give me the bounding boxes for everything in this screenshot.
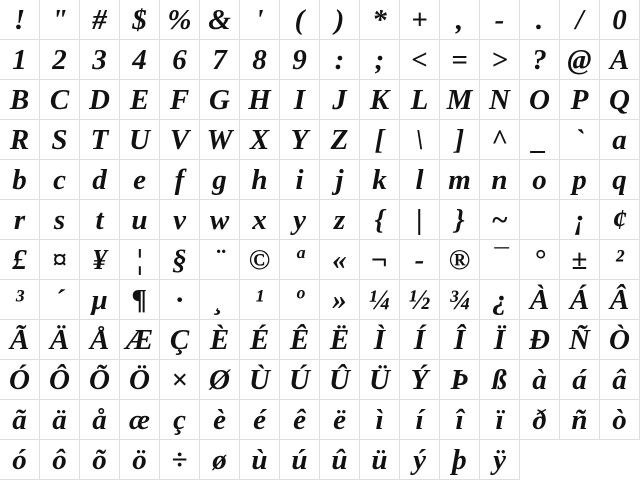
glyph-cell[interactable]: Ë — [320, 320, 360, 360]
glyph-cell[interactable]: W — [200, 120, 240, 160]
glyph-cell[interactable]: ï — [480, 400, 520, 440]
glyph-cell[interactable]: ü — [360, 440, 400, 480]
glyph-cell[interactable]: _ — [520, 120, 560, 160]
glyph-cell[interactable]: ð — [520, 400, 560, 440]
glyph-cell[interactable]: E — [120, 80, 160, 120]
glyph-cell[interactable]: ù — [240, 440, 280, 480]
glyph-cell[interactable]: . — [520, 0, 560, 40]
glyph-cell[interactable]: - — [480, 0, 520, 40]
glyph-cell[interactable]: ¡ — [560, 200, 600, 240]
glyph-cell[interactable]: m — [440, 160, 480, 200]
glyph-cell[interactable]: î — [440, 400, 480, 440]
glyph-cell[interactable]: ; — [360, 40, 400, 80]
glyph-cell[interactable]: â — [600, 360, 640, 400]
glyph-cell[interactable]: ¦ — [120, 240, 160, 280]
glyph-cell[interactable]: i — [280, 160, 320, 200]
glyph-cell[interactable]: ø — [200, 440, 240, 480]
glyph-cell[interactable]: À — [520, 280, 560, 320]
glyph-cell[interactable]: ¯ — [480, 240, 520, 280]
glyph-cell[interactable]: v — [160, 200, 200, 240]
glyph-cell[interactable]: d — [80, 160, 120, 200]
glyph-cell[interactable]: ¥ — [80, 240, 120, 280]
glyph-cell[interactable]: ã — [0, 400, 40, 440]
glyph-cell[interactable]: ¾ — [440, 280, 480, 320]
glyph-cell[interactable]: » — [320, 280, 360, 320]
glyph-cell[interactable]: s — [40, 200, 80, 240]
glyph-cell[interactable]: ³ — [0, 280, 40, 320]
glyph-cell[interactable]: " — [40, 0, 80, 40]
glyph-cell[interactable]: { — [360, 200, 400, 240]
glyph-cell[interactable]: à — [520, 360, 560, 400]
glyph-cell[interactable]: o — [520, 160, 560, 200]
glyph-cell[interactable]: , — [440, 0, 480, 40]
glyph-cell[interactable]: < — [400, 40, 440, 80]
glyph-cell[interactable]: r — [0, 200, 40, 240]
glyph-cell[interactable]: e — [120, 160, 160, 200]
glyph-cell[interactable]: µ — [80, 280, 120, 320]
glyph-cell[interactable]: Â — [600, 280, 640, 320]
glyph-cell[interactable]: ë — [320, 400, 360, 440]
glyph-cell[interactable]: ÷ — [160, 440, 200, 480]
glyph-cell[interactable]: Ã — [0, 320, 40, 360]
glyph-cell[interactable]: ß — [480, 360, 520, 400]
glyph-cell[interactable]: õ — [80, 440, 120, 480]
glyph-cell[interactable]: ¤ — [40, 240, 80, 280]
glyph-cell[interactable]: O — [520, 80, 560, 120]
glyph-cell[interactable]: L — [400, 80, 440, 120]
glyph-cell[interactable]: ½ — [400, 280, 440, 320]
glyph-cell[interactable]: · — [160, 280, 200, 320]
glyph-cell[interactable]: \ — [400, 120, 440, 160]
glyph-cell[interactable]: p — [560, 160, 600, 200]
glyph-cell[interactable]: Ä — [40, 320, 80, 360]
glyph-cell[interactable]: l — [400, 160, 440, 200]
glyph-cell[interactable]: > — [480, 40, 520, 80]
glyph-cell[interactable]: « — [320, 240, 360, 280]
glyph-cell[interactable]: h — [240, 160, 280, 200]
glyph-cell[interactable]: } — [440, 200, 480, 240]
glyph-cell[interactable]: = — [440, 40, 480, 80]
glyph-cell[interactable]: ú — [280, 440, 320, 480]
glyph-cell[interactable]: C — [40, 80, 80, 120]
glyph-cell[interactable]: ¶ — [120, 280, 160, 320]
glyph-cell[interactable]: û — [320, 440, 360, 480]
glyph-cell[interactable]: £ — [0, 240, 40, 280]
glyph-cell[interactable]: U — [120, 120, 160, 160]
glyph-cell[interactable]: ` — [560, 120, 600, 160]
glyph-cell[interactable]: ^ — [480, 120, 520, 160]
glyph-cell[interactable]: - — [400, 240, 440, 280]
glyph-cell[interactable]: ô — [40, 440, 80, 480]
glyph-cell[interactable]: ± — [560, 240, 600, 280]
glyph-cell[interactable]: ´ — [40, 280, 80, 320]
glyph-cell[interactable]: Ù — [240, 360, 280, 400]
glyph-cell[interactable]: F — [160, 80, 200, 120]
glyph-cell[interactable]: ñ — [560, 400, 600, 440]
glyph-cell[interactable]: 9 — [280, 40, 320, 80]
glyph-cell[interactable]: Æ — [120, 320, 160, 360]
glyph-cell[interactable]: 0 — [600, 0, 640, 40]
glyph-cell[interactable]: Í — [400, 320, 440, 360]
glyph-cell[interactable]: * — [360, 0, 400, 40]
glyph-cell[interactable]: 7 — [200, 40, 240, 80]
glyph-cell[interactable]: ¨ — [200, 240, 240, 280]
glyph-cell[interactable]: Q — [600, 80, 640, 120]
empty-area — [600, 440, 640, 480]
glyph-cell[interactable]: Û — [320, 360, 360, 400]
glyph-cell[interactable]: ¬ — [360, 240, 400, 280]
glyph-cell[interactable]: % — [160, 0, 200, 40]
glyph-cell[interactable]: © — [240, 240, 280, 280]
glyph-cell[interactable]: Ô — [40, 360, 80, 400]
glyph-cell[interactable]: º — [280, 280, 320, 320]
glyph-cell[interactable]: Ì — [360, 320, 400, 360]
glyph-cell[interactable]: Ú — [280, 360, 320, 400]
glyph-cell[interactable]: § — [160, 240, 200, 280]
glyph-cell[interactable]: è — [200, 400, 240, 440]
glyph-cell[interactable]: 3 — [80, 40, 120, 80]
glyph-cell[interactable]: ª — [280, 240, 320, 280]
glyph-cell[interactable]: x — [240, 200, 280, 240]
glyph-cell[interactable]: | — [400, 200, 440, 240]
glyph-cell[interactable]: N — [480, 80, 520, 120]
glyph-cell[interactable]: ( — [280, 0, 320, 40]
glyph-cell[interactable]: I — [280, 80, 320, 120]
glyph-cell[interactable]: Ç — [160, 320, 200, 360]
glyph-cell[interactable]: [ — [360, 120, 400, 160]
empty-area — [560, 440, 600, 480]
glyph-cell[interactable]: V — [160, 120, 200, 160]
glyph-cell[interactable]: ) — [320, 0, 360, 40]
glyph-cell[interactable]: ä — [40, 400, 80, 440]
glyph-cell[interactable]: ? — [520, 40, 560, 80]
glyph-cell[interactable]: Å — [80, 320, 120, 360]
glyph-cell[interactable]: Õ — [80, 360, 120, 400]
glyph-cell[interactable]: Ý — [400, 360, 440, 400]
glyph-cell[interactable]: J — [320, 80, 360, 120]
glyph-cell[interactable]: & — [200, 0, 240, 40]
glyph-cell[interactable]: Á — [560, 280, 600, 320]
glyph-cell[interactable]: ò — [600, 400, 640, 440]
glyph-cell[interactable]: ó — [0, 440, 40, 480]
glyph-cell[interactable]: @ — [560, 40, 600, 80]
glyph-cell[interactable]: P — [560, 80, 600, 120]
glyph-cell[interactable]: Ø — [200, 360, 240, 400]
glyph-cell[interactable]: ! — [0, 0, 40, 40]
glyph-cell[interactable]: Ò — [600, 320, 640, 360]
glyph-cell[interactable]: 2 — [40, 40, 80, 80]
glyph-cell[interactable]: æ — [120, 400, 160, 440]
glyph-cell[interactable]: + — [400, 0, 440, 40]
glyph-cell[interactable]: X — [240, 120, 280, 160]
glyph-cell[interactable]: é — [240, 400, 280, 440]
glyph-cell[interactable]: Z — [320, 120, 360, 160]
glyph-cell[interactable]: ¿ — [480, 280, 520, 320]
glyph-cell[interactable]: ì — [360, 400, 400, 440]
glyph-cell[interactable]: ê — [280, 400, 320, 440]
glyph-cell[interactable]: H — [240, 80, 280, 120]
glyph-cell[interactable]: 1 — [0, 40, 40, 80]
glyph-cell[interactable]: c — [40, 160, 80, 200]
glyph-cell[interactable]: 8 — [240, 40, 280, 80]
glyph-cell[interactable]: Y — [280, 120, 320, 160]
glyph-cell[interactable]: 4 — [120, 40, 160, 80]
glyph-cell[interactable]: n — [480, 160, 520, 200]
glyph-cell[interactable]: ] — [440, 120, 480, 160]
glyph-cell[interactable]: B — [0, 80, 40, 120]
glyph-cell[interactable]: b — [0, 160, 40, 200]
glyph-cell[interactable]: ¼ — [360, 280, 400, 320]
glyph-cell[interactable]: ç — [160, 400, 200, 440]
glyph-cell[interactable]: × — [160, 360, 200, 400]
glyph-cell[interactable]: j — [320, 160, 360, 200]
glyph-cell[interactable]: á — [560, 360, 600, 400]
glyph-cell[interactable]: Ó — [0, 360, 40, 400]
glyph-cell[interactable]: Ñ — [560, 320, 600, 360]
glyph-cell[interactable]: k — [360, 160, 400, 200]
glyph-cell[interactable]: u — [120, 200, 160, 240]
glyph-cell[interactable]: ¸ — [200, 280, 240, 320]
glyph-cell[interactable]: ' — [240, 0, 280, 40]
glyph-cell[interactable]: Ï — [480, 320, 520, 360]
glyph-cell[interactable]: g — [200, 160, 240, 200]
glyph-cell[interactable]: R — [0, 120, 40, 160]
glyph-cell[interactable]: ö — [120, 440, 160, 480]
glyph-cell[interactable]: Ö — [120, 360, 160, 400]
blank-glyph-cell — [520, 200, 560, 240]
glyph-cell[interactable]: Ü — [360, 360, 400, 400]
glyph-cell[interactable]: K — [360, 80, 400, 120]
glyph-cell[interactable]: ~ — [480, 200, 520, 240]
glyph-cell[interactable]: M — [440, 80, 480, 120]
glyph-cell[interactable]: # — [80, 0, 120, 40]
glyph-cell[interactable]: y — [280, 200, 320, 240]
glyph-cell[interactable]: Ð — [520, 320, 560, 360]
glyph-cell[interactable]: A — [600, 40, 640, 80]
glyph-cell[interactable]: z — [320, 200, 360, 240]
glyph-cell[interactable]: 6 — [160, 40, 200, 80]
glyph-cell[interactable]: ¢ — [600, 200, 640, 240]
glyph-cell[interactable]: ý — [400, 440, 440, 480]
glyph-cell[interactable]: D — [80, 80, 120, 120]
glyph-cell[interactable]: ÿ — [480, 440, 520, 480]
glyph-cell[interactable]: ¹ — [240, 280, 280, 320]
glyph-cell[interactable]: ² — [600, 240, 640, 280]
glyph-cell[interactable]: ® — [440, 240, 480, 280]
glyph-cell[interactable]: Þ — [440, 360, 480, 400]
glyph-cell[interactable]: T — [80, 120, 120, 160]
glyph-cell[interactable]: / — [560, 0, 600, 40]
empty-area — [520, 440, 560, 480]
glyph-cell[interactable]: G — [200, 80, 240, 120]
glyph-cell[interactable]: : — [320, 40, 360, 80]
glyph-cell[interactable]: $ — [120, 0, 160, 40]
glyph-cell[interactable]: Î — [440, 320, 480, 360]
glyph-cell[interactable]: w — [200, 200, 240, 240]
glyph-cell[interactable]: È — [200, 320, 240, 360]
glyph-cell[interactable]: Ê — [280, 320, 320, 360]
glyph-cell[interactable]: a — [600, 120, 640, 160]
glyph-cell[interactable]: S — [40, 120, 80, 160]
glyph-cell[interactable]: É — [240, 320, 280, 360]
glyph-cell[interactable]: í — [400, 400, 440, 440]
glyph-cell[interactable]: þ — [440, 440, 480, 480]
glyph-cell[interactable]: å — [80, 400, 120, 440]
glyph-cell[interactable]: ° — [520, 240, 560, 280]
glyph-cell[interactable]: f — [160, 160, 200, 200]
glyph-cell[interactable]: t — [80, 200, 120, 240]
glyph-cell[interactable]: q — [600, 160, 640, 200]
